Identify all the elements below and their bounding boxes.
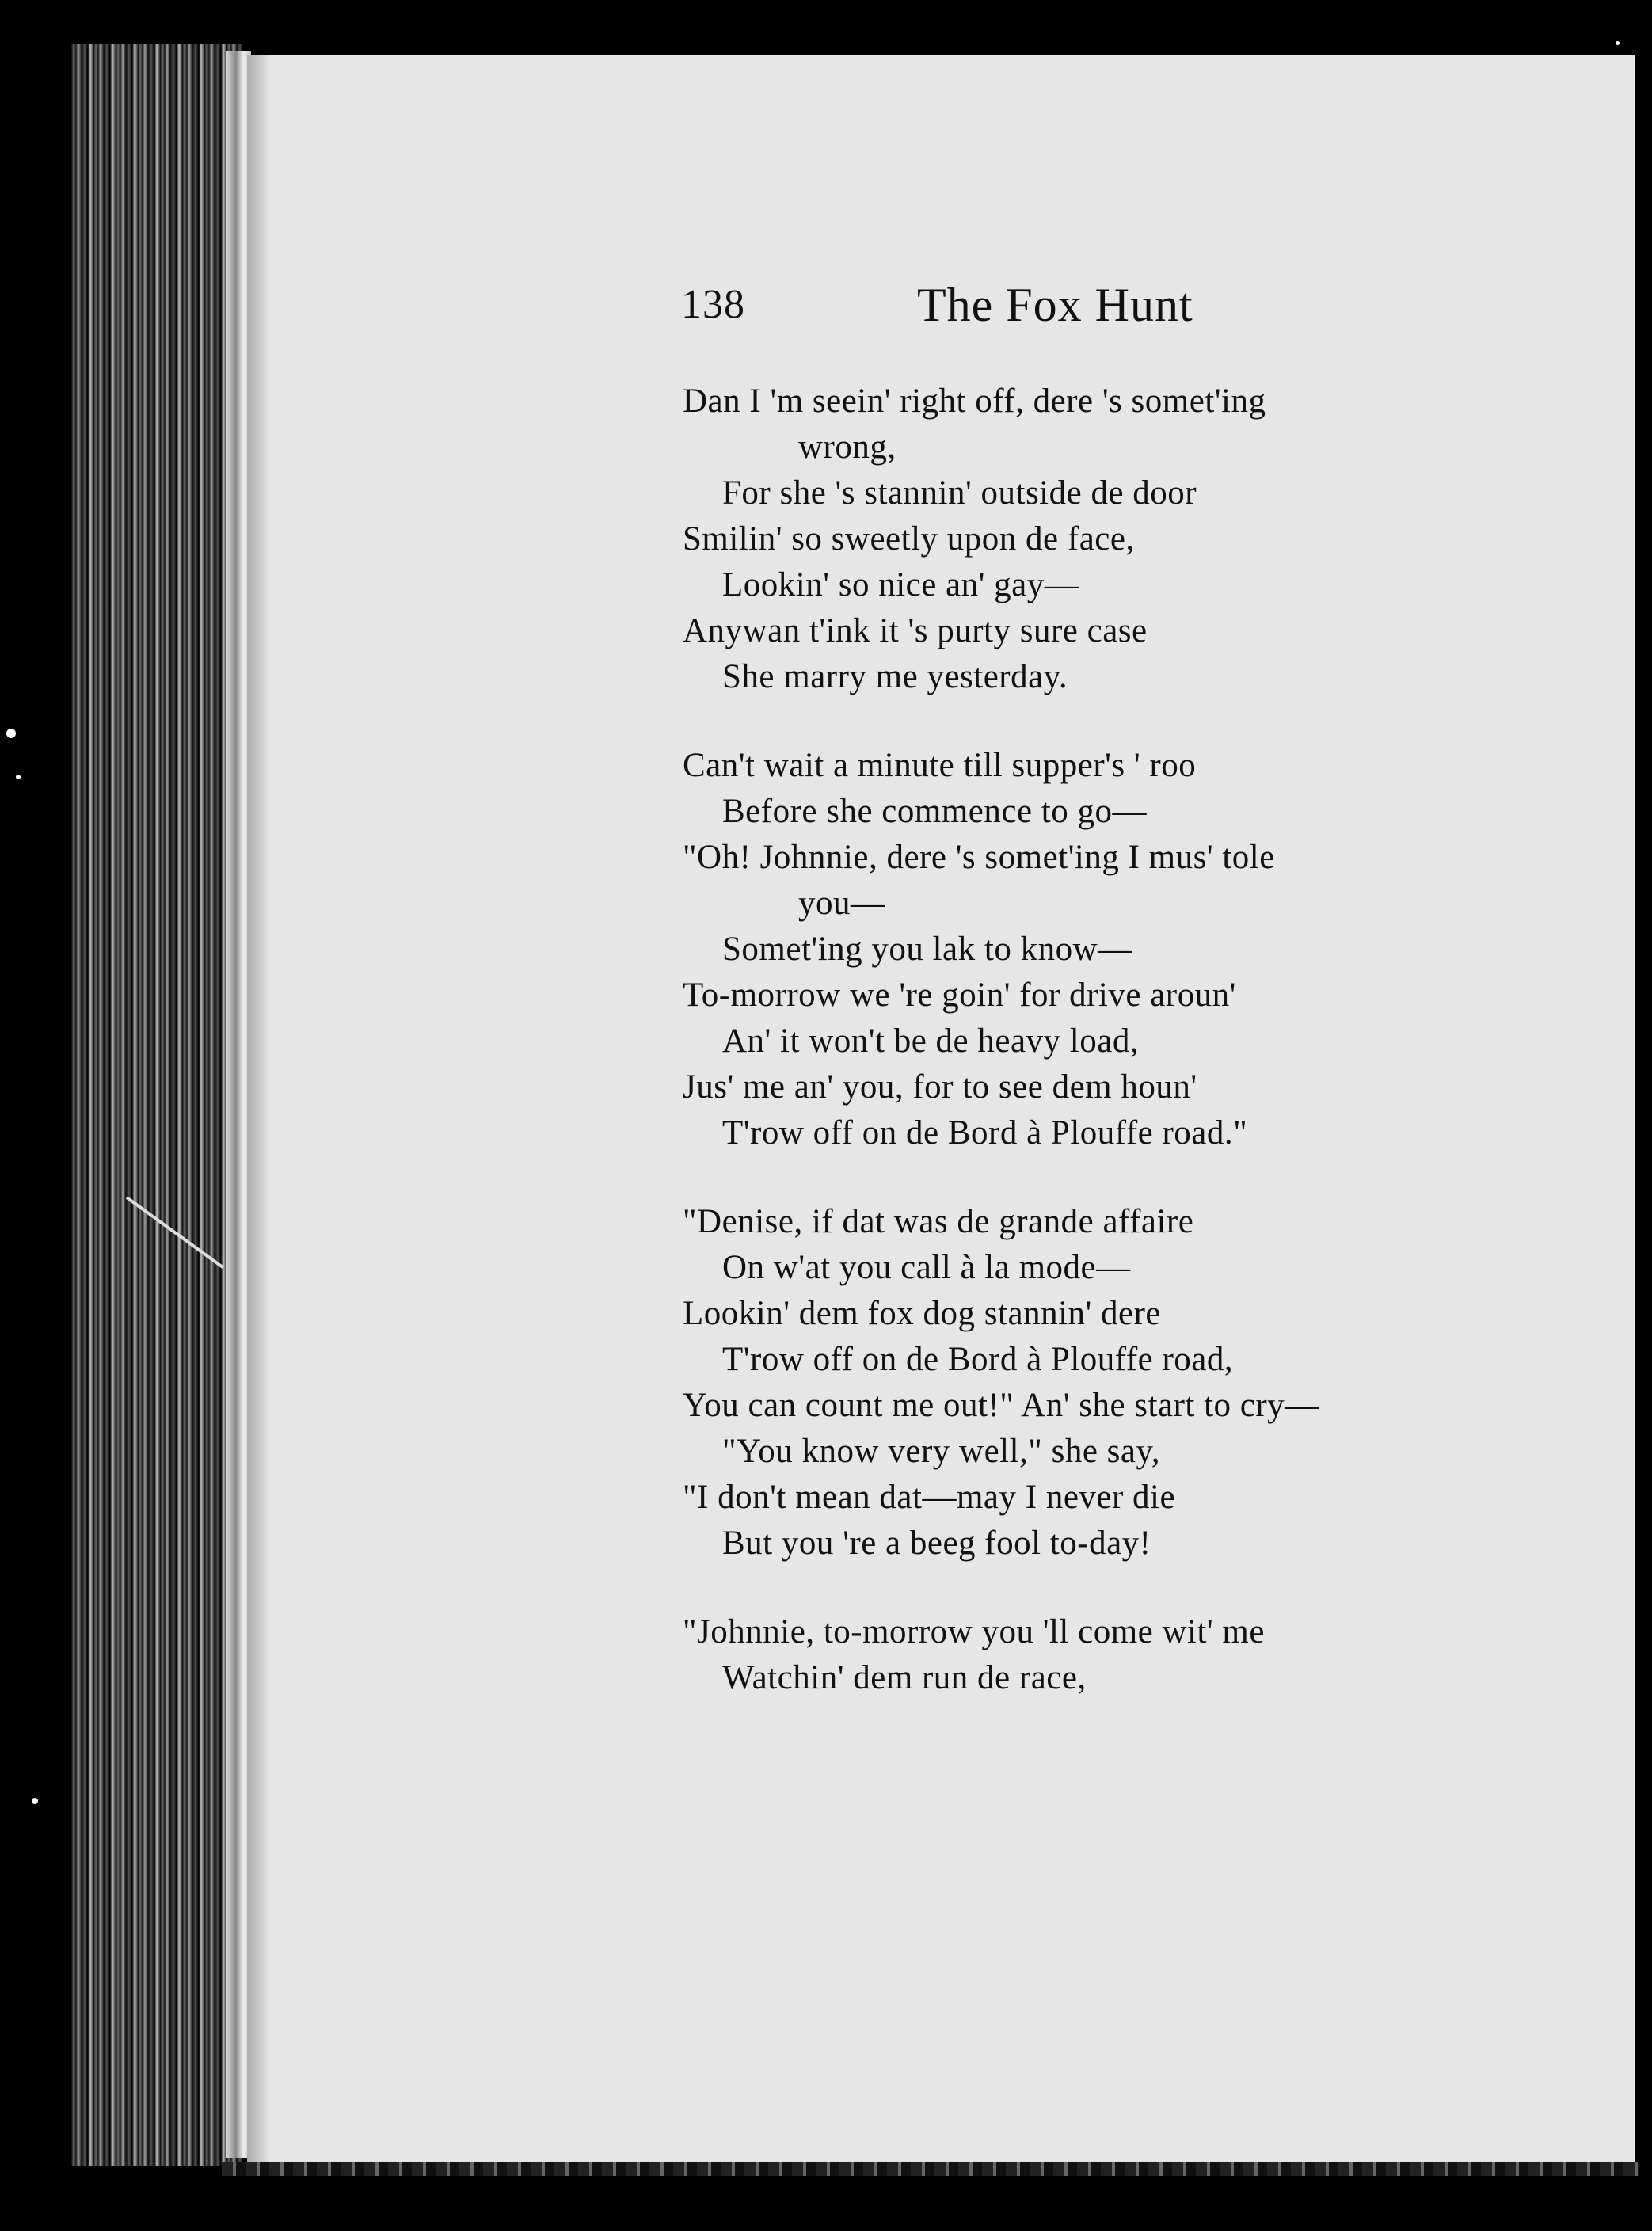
poem-line: wrong, xyxy=(798,428,896,466)
poem-line: Lookin' so nice an' gay— xyxy=(722,566,1079,603)
poem-line: T'row off on de Bord à Plouffe road." xyxy=(722,1114,1248,1152)
stanza-gap xyxy=(683,1156,1601,1199)
poem-line: Somet'ing you lak to know— xyxy=(722,931,1132,968)
poem-line: Watchin' dem run de race, xyxy=(722,1659,1087,1696)
poem-line: "Denise, if dat was de grande affaire xyxy=(683,1203,1194,1240)
running-head xyxy=(681,281,1251,345)
poem-line: you— xyxy=(798,885,885,922)
poem-line: Lookin' dem fox dog stannin' dere xyxy=(683,1295,1162,1332)
poem-stanza xyxy=(683,743,1601,1156)
poem-line: But you 're a beeg fool to-day! xyxy=(722,1525,1151,1562)
poem-line: "You know very well," she say, xyxy=(722,1433,1160,1470)
poem-line: Smilin' so sweetly upon de face, xyxy=(683,520,1135,558)
page-number: 138 xyxy=(681,282,745,327)
poem-stanza xyxy=(683,379,1601,700)
poem-line: For she 's stannin' outside de door xyxy=(722,474,1197,512)
poem-line: An' it won't be de heavy load, xyxy=(722,1022,1140,1060)
poem-line: To-morrow we 're goin' for drive aroun' xyxy=(683,977,1236,1014)
poem-stanza xyxy=(683,1609,1601,1701)
poem-text xyxy=(683,379,1601,1701)
poem-line: You can count me out!" An' she start to cry— xyxy=(683,1387,1319,1424)
poem-stanza xyxy=(683,1199,1601,1567)
page-bottom-edge xyxy=(222,2162,1639,2176)
poem-line: Dan I 'm seein' right off, dere 's somet'ing xyxy=(683,383,1266,420)
poem-line: "Johnnie, to-morrow you 'll come wit' me xyxy=(683,1613,1265,1650)
book-spine xyxy=(71,44,242,2166)
running-title: The Fox Hunt xyxy=(917,279,1193,331)
gutter-shadow xyxy=(247,55,271,2162)
poem-line: Anywan t'ink it 's purty sure case xyxy=(683,612,1148,649)
poem-line: On w'at you call à la mode— xyxy=(722,1249,1131,1286)
poem-line: "I don't mean dat—may I never die xyxy=(683,1479,1176,1516)
stanza-gap xyxy=(683,1567,1601,1609)
poem-line: Can't wait a minute till supper's ' roo xyxy=(683,747,1197,784)
poem-line: T'row off on de Bord à Plouffe road, xyxy=(722,1341,1234,1378)
stanza-gap xyxy=(683,700,1601,743)
poem-line: She marry me yesterday. xyxy=(722,658,1068,695)
poem-line: Jus' me an' you, for to see dem houn' xyxy=(683,1068,1197,1106)
poem-line: "Oh! Johnnie, dere 's somet'ing I mus' tole xyxy=(683,839,1275,876)
poem-line: Before she commence to go— xyxy=(722,793,1147,830)
